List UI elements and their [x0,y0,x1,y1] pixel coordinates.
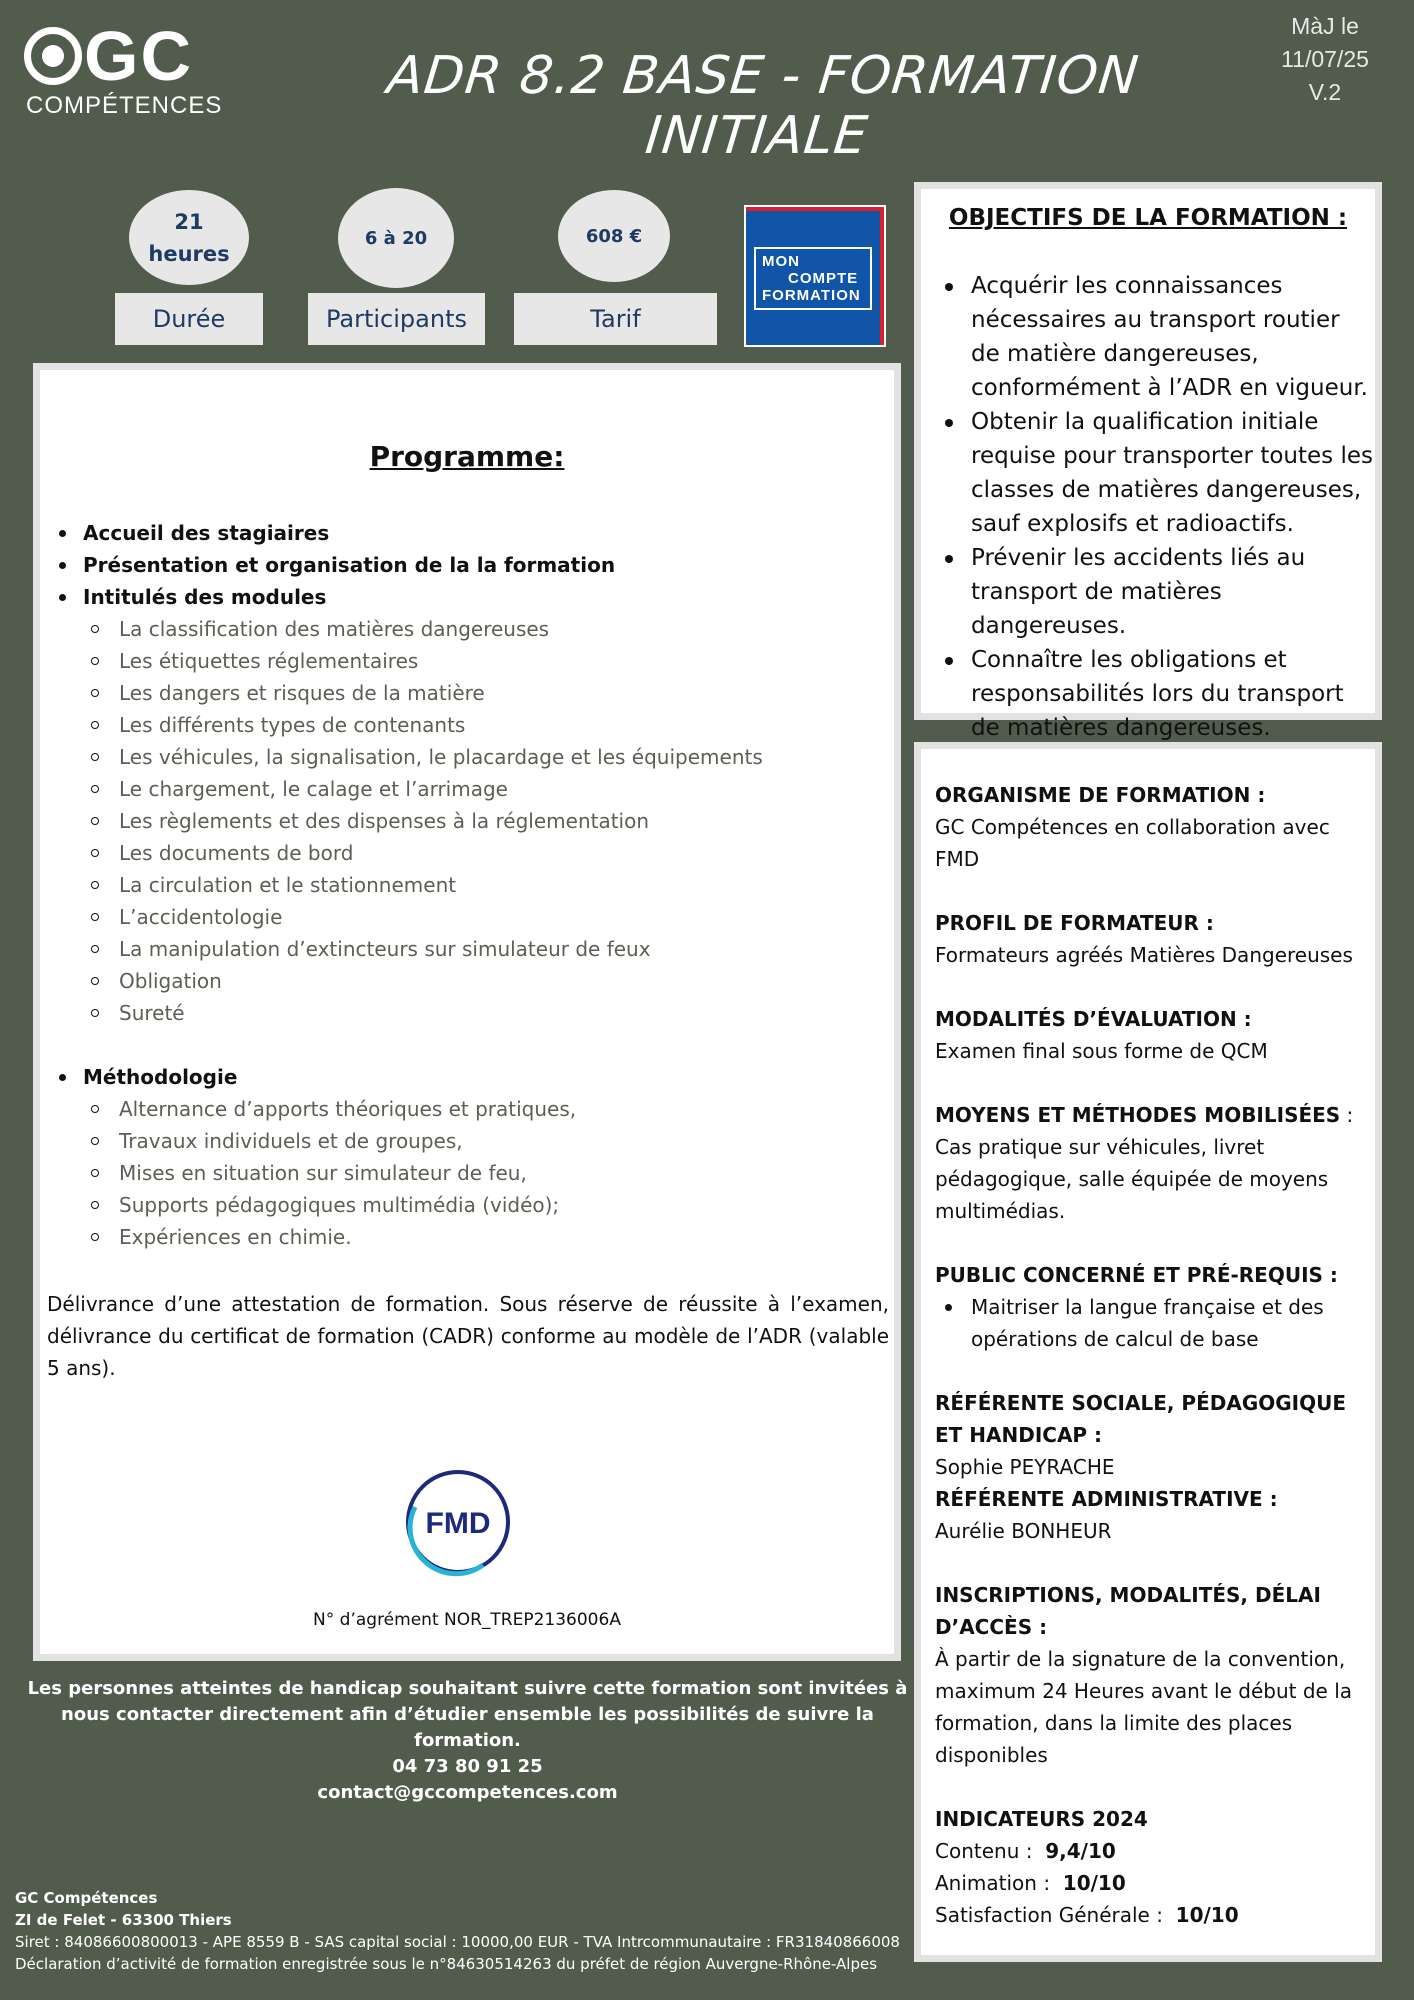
list-item: Les étiquettes réglementaires [83,645,863,677]
update-label: MàJ le [1291,13,1359,39]
list-item: Les dangers et risques de la matière [83,677,863,709]
list-item: La circulation et le stationnement [83,869,863,901]
org-heading: ORGANISME DE FORMATION : [935,783,1266,807]
list-item: La classification des matières dangereuses [83,613,863,645]
company-name: GC Compétences [15,1889,158,1907]
agrement-number: N° d’agrément NOR_TREP2136006A [313,1610,621,1630]
programme-list [83,517,863,1253]
page-title: ADR 8.2 BASE - FORMATION INITIALE [384,46,1142,166]
moyens-heading: MOYENS ET MÉTHODES MOBILISÉES : [935,1103,1354,1127]
list-item: Accueil des stagiaires [83,517,863,549]
list-item: Obtenir la qualification initiale requise pour transporter toutes les classes de matières dangereuses, sauf explosifs et radioactifs. [971,405,1375,541]
duration-circle: 21 heures [129,190,249,285]
list-item: Les documents de bord [83,837,863,869]
programme-panel [33,363,901,1661]
referent-admin-value: Aurélie BONHEUR [935,1519,1112,1543]
referent-value: Sophie PEYRACHE [935,1455,1115,1479]
list-item: La manipulation d’extincteurs sur simulateur de feux [83,933,863,965]
public-heading: PUBLIC CONCERNÉ ET PRÉ-REQUIS : [935,1263,1338,1287]
declaration: Déclaration d’activité de formation enregistrée sous le n°84630514263 du préfet de région Auvergne-Rhône-Alpes [15,1955,878,1973]
inscriptions-value: À partir de la signature de la convention, maximum 24 Heures avant le début de la formation, dans la limite des places disponibles [935,1647,1353,1767]
list-item: Acquérir les connaissances nécessaires au transport routier de matière dangereuses, conformément à l’ADR en vigueur. [971,269,1375,405]
mon-compte-formation-logo: MON COMPTE FORMATION [744,205,886,347]
indicator-contenu: Contenu : 9,4/10 [935,1839,1116,1863]
price-label: Tarif [514,293,717,345]
list-item: Connaître les obligations et responsabilités lors du transport de matières dangereuses. [971,643,1375,745]
list-item: Mises en situation sur simulateur de feu, [83,1157,863,1189]
list-item: Présentation et organisation de la la formation [83,549,863,581]
list-item: Travaux individuels et de groupes, [83,1125,863,1157]
list-item: Supports pédagogiques multimédia (vidéo); [83,1189,863,1221]
profil-heading: PROFIL DE FORMATEUR : [935,911,1214,935]
gc-competences-logo: GC COMPÉTENCES [26,17,223,119]
list-item: Les véhicules, la signalisation, le placardage et les équipements [83,741,863,773]
list-item: L’accidentologie [83,901,863,933]
participants-circle: 6 à 20 [338,188,454,288]
list-item: Expériences en chimie. [83,1221,863,1253]
participants-label: Participants [308,293,485,345]
list-item: Intitulés des modules [83,581,863,613]
objectives-panel [914,182,1382,741]
company-address: ZI de Felet - 63300 Thiers [15,1911,232,1929]
list-item: Alternance d’apports théoriques et pratiques, [83,1093,863,1125]
email: contact@gccompetences.com [317,1782,618,1803]
update-date: 11/07/25 [1281,46,1369,72]
duration-label: Durée [115,293,263,345]
fmd-logo [403,1467,513,1577]
svg-text:FMD: FMD [425,1507,491,1540]
programme-title: Programme: [369,440,565,473]
certificate-text: Délivrance d’une attestation de formation. Sous réserve de réussite à l’examen, délivrance du certificat de formation (CADR) conforme au modèle de l’ADR (valable 5 ans). [47,1292,889,1380]
list-item: Obligation [83,965,863,997]
referent-heading: RÉFÉRENTE SOCIALE, PÉDAGOGIQUE ET HANDICAP : [935,1391,1347,1447]
indicator-animation: Animation : 10/10 [935,1871,1126,1895]
update-info [1260,10,1390,109]
methods-list [83,1093,863,1253]
indicator-satisfaction: Satisfaction Générale : 10/10 [935,1903,1239,1927]
list-item: Les règlements et des dispenses à la réglementation [83,805,863,837]
version: V.2 [1308,79,1342,105]
referent-admin-heading: RÉFÉRENTE ADMINISTRATIVE : [935,1487,1278,1511]
list-item: Les différents types de contenants [83,709,863,741]
indicators-heading: INDICATEURS 2024 [935,1807,1148,1831]
legal-footer [15,1887,915,1975]
objectives-title: OBJECTIFS DE LA FORMATION : [948,205,1348,231]
list-item: Prévenir les accidents liés au transport de matières dangereuses. [971,541,1375,643]
eval-value: Examen final sous forme de QCM [935,1039,1268,1063]
phone: 04 73 80 91 25 [392,1756,543,1777]
info-panel [914,742,1382,1962]
modules-list [83,613,863,1029]
handicap-notice: Les personnes atteintes de handicap souhaitant suivre cette formation sont invitées à nous contacter directement afin d’étudier ensemble les possibilités de suivre la formation. 04 73 80 91 25 contact@gccompetences.com [20,1676,915,1806]
org-value: GC Compétences en collaboration avec FMD [935,815,1330,871]
moyens-value: Cas pratique sur véhicules, livret pédagogique, salle équipée de moyens multimédias. [935,1135,1329,1223]
legal-info: Siret : 84086600800013 - APE 8559 B - SAS capital social : 10000,00 EUR - TVA Intrcommunautaire : FR31840866008 [15,1933,900,1951]
inscriptions-heading: INSCRIPTIONS, MODALITÉS, DÉLAI D’ACCÈS : [935,1583,1321,1639]
eval-heading: MODALITÉS D’ÉVALUATION : [935,1007,1252,1031]
list-item: Méthodologie [83,1061,863,1093]
price-circle: 608 € [558,190,670,282]
profil-value: Formateurs agréés Matières Dangereuses [935,943,1353,967]
list-item: Sureté [83,997,863,1029]
list-item: Le chargement, le calage et l’arrimage [83,773,863,805]
public-value: Maitriser la langue française et des opérations de calcul de base [935,1291,1365,1355]
objectives-list [971,269,1375,745]
logo-ring-icon [24,27,82,85]
